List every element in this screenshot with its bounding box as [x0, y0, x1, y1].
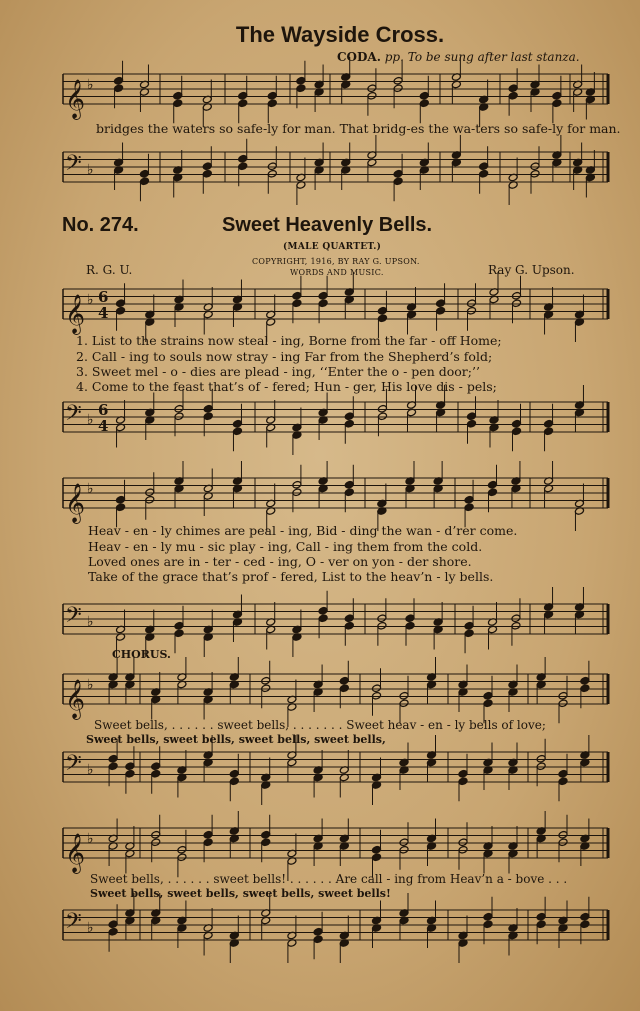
verse-4-line-a: 4. Come to the feast that’s of - fered; Hun - ger, His love dis - pels;	[76, 379, 497, 394]
svg-text:𝄞: 𝄞	[65, 294, 86, 334]
verse-1-line-b: Heav - en - ly chimes are peal - ing, Bid - ding the wan - d’rer come.	[88, 523, 518, 538]
chorus-line-1-bass: Sweet bells, sweet bells, sweet bells, sweet bells,	[86, 733, 386, 746]
hymn-title-2: Sweet Heavenly Bells.	[222, 214, 433, 236]
svg-text:♭: ♭	[87, 920, 94, 936]
coda-instruction	[337, 50, 580, 64]
coda-text: To be sung after last stanza.	[407, 50, 580, 64]
verse-2-line-b: Heav - en - ly mu - sic play - ing, Call - ing them from the cold.	[88, 539, 483, 554]
svg-text:𝄢: 𝄢	[65, 909, 82, 939]
svg-text:♭: ♭	[87, 292, 94, 308]
coda-dynamic: pp.	[384, 50, 404, 64]
svg-text:𝄢: 𝄢	[65, 603, 82, 633]
svg-text:♭: ♭	[87, 77, 94, 93]
coda-label: CODA.	[337, 50, 381, 64]
svg-text:𝄞: 𝄞	[65, 483, 86, 523]
svg-text:𝄞: 𝄞	[65, 79, 86, 119]
chorus-label: CHORUS.	[112, 648, 171, 661]
verse-3-line-b: Loved ones are in - ter - ced - ing, O - ver on yon - der shore.	[88, 554, 472, 569]
words-credit: R. G. U.	[86, 263, 133, 277]
verse-4-line-b: Take of the grace that’s prof - fered, List to the heav’n - ly bells.	[88, 569, 494, 584]
copyright-note: WORDS AND MUSIC.	[290, 268, 384, 277]
verse-2-line-a: 2. Call - ing to souls now stray - ing Far from the Shepherd’s fold;	[76, 349, 493, 364]
chorus-line-2: Sweet bells, . . . . . . sweet bells! . . . . . . Are call - ing from Heav’n a - bove . . .	[90, 872, 568, 886]
svg-text:♭: ♭	[87, 831, 94, 847]
svg-text:♭: ♭	[87, 412, 94, 428]
verse-3-line-a: 3. Sweet mel - o - dies are plead - ing, ‘‘Enter the o - pen door;’’	[76, 364, 480, 379]
svg-text:♭: ♭	[87, 614, 94, 630]
svg-text:𝄢: 𝄢	[65, 751, 82, 781]
hymn-number: No. 274.	[62, 214, 139, 236]
svg-text:𝄢: 𝄢	[65, 401, 82, 431]
svg-text:𝄞: 𝄞	[65, 679, 86, 719]
copyright: COPYRIGHT, 1916, BY RAY G. UPSON.	[252, 257, 420, 266]
svg-text:4: 4	[98, 417, 109, 435]
svg-text:4: 4	[98, 304, 109, 322]
svg-text:♭: ♭	[87, 762, 94, 778]
coda-lyric: bridges the waters so safe-ly for man. That bridg-es the wa-ters so safe-ly for man.	[96, 121, 621, 136]
svg-text:♭: ♭	[87, 162, 94, 178]
svg-text:𝄞: 𝄞	[65, 833, 86, 873]
svg-text:𝄢: 𝄢	[65, 151, 82, 181]
svg-text:♭: ♭	[87, 481, 94, 497]
chorus-line-1: Sweet bells, . . . . . . sweet bells, . . . . . . . Sweet heav - en - ly bells of love;	[94, 718, 546, 732]
verse-1-line-a: 1. List to the strains now steal - ing, Borne from the far - off Home;	[76, 333, 502, 348]
svg-text:6: 6	[98, 401, 109, 419]
hymn-title: The Wayside Cross.	[235, 22, 445, 47]
music-credit: Ray G. Upson.	[488, 263, 575, 277]
subtitle: (MALE QUARTET.)	[283, 242, 382, 252]
svg-text:6: 6	[98, 288, 109, 306]
svg-text:♭: ♭	[87, 677, 94, 693]
chorus-line-2-bass: Sweet bells, sweet bells, sweet bells, sweet bells!	[90, 887, 391, 900]
